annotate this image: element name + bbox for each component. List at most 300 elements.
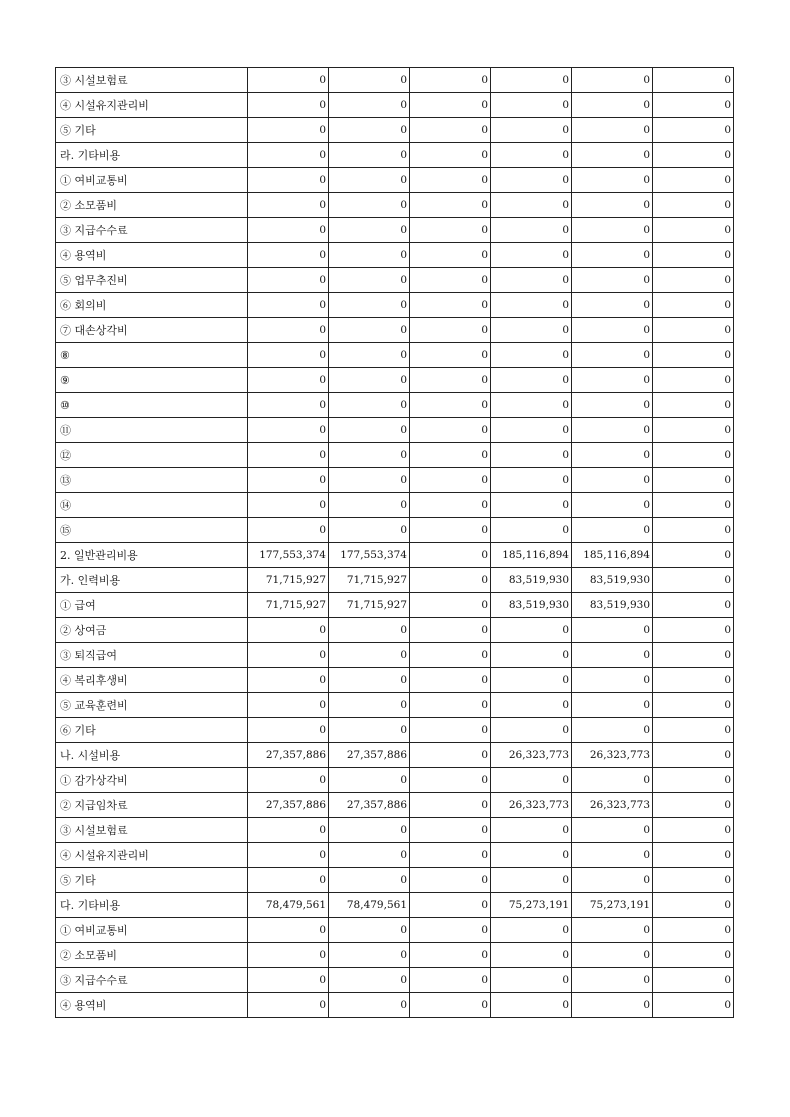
amount-cell: 71,715,927 (329, 568, 410, 593)
amount-cell: 0 (410, 118, 491, 143)
row-label: ④ 용역비 (56, 993, 248, 1018)
amount-cell: 75,273,191 (491, 893, 572, 918)
amount-cell: 0 (410, 518, 491, 543)
amount-cell: 0 (329, 68, 410, 93)
amount-cell: 0 (248, 493, 329, 518)
amount-cell: 0 (491, 218, 572, 243)
amount-cell: 27,357,886 (248, 743, 329, 768)
amount-cell: 0 (329, 618, 410, 643)
table-row (56, 568, 734, 593)
amount-cell: 71,715,927 (329, 593, 410, 618)
row-label: ⑫ (56, 443, 248, 468)
amount-cell: 0 (653, 693, 734, 718)
amount-cell: 0 (491, 193, 572, 218)
table-row (56, 268, 734, 293)
amount-cell: 0 (572, 768, 653, 793)
row-label: 2. 일반관리비용 (56, 543, 248, 568)
amount-cell: 0 (491, 718, 572, 743)
amount-cell: 0 (248, 268, 329, 293)
amount-cell: 0 (410, 943, 491, 968)
amount-cell: 0 (329, 993, 410, 1018)
table-row (56, 818, 734, 843)
amount-cell: 0 (410, 743, 491, 768)
amount-cell: 185,116,894 (491, 543, 572, 568)
table-row (56, 293, 734, 318)
table-row (56, 668, 734, 693)
amount-cell: 0 (410, 818, 491, 843)
amount-cell: 27,357,886 (329, 743, 410, 768)
amount-cell: 0 (410, 543, 491, 568)
row-label: ⑩ (56, 393, 248, 418)
amount-cell: 0 (572, 868, 653, 893)
expense-table (55, 67, 734, 1018)
amount-cell: 0 (410, 193, 491, 218)
amount-cell: 0 (329, 968, 410, 993)
table-row (56, 493, 734, 518)
table-row (56, 593, 734, 618)
amount-cell: 0 (329, 868, 410, 893)
row-label: ⑦ 대손상각비 (56, 318, 248, 343)
amount-cell: 0 (329, 443, 410, 468)
amount-cell: 0 (653, 468, 734, 493)
row-label: ④ 용역비 (56, 243, 248, 268)
amount-cell: 0 (653, 668, 734, 693)
amount-cell: 0 (329, 643, 410, 668)
amount-cell: 26,323,773 (572, 743, 653, 768)
amount-cell: 0 (410, 268, 491, 293)
amount-cell: 0 (572, 493, 653, 518)
row-label: ③ 퇴직급여 (56, 643, 248, 668)
amount-cell: 0 (329, 318, 410, 343)
amount-cell: 83,519,930 (572, 568, 653, 593)
row-label: ② 지급임차료 (56, 793, 248, 818)
table-row (56, 718, 734, 743)
amount-cell: 83,519,930 (491, 593, 572, 618)
amount-cell: 185,116,894 (572, 543, 653, 568)
amount-cell: 0 (248, 918, 329, 943)
amount-cell: 0 (572, 293, 653, 318)
amount-cell: 0 (653, 418, 734, 443)
amount-cell: 0 (329, 768, 410, 793)
table-row (56, 618, 734, 643)
amount-cell: 0 (410, 668, 491, 693)
row-label: 나. 시설비용 (56, 743, 248, 768)
row-label: ④ 복리후생비 (56, 668, 248, 693)
amount-cell: 0 (653, 218, 734, 243)
amount-cell: 0 (491, 468, 572, 493)
amount-cell: 0 (572, 443, 653, 468)
table-row (56, 318, 734, 343)
table-row (56, 118, 734, 143)
table-row (56, 943, 734, 968)
row-label: ② 소모품비 (56, 943, 248, 968)
row-label: ⑤ 기타 (56, 868, 248, 893)
amount-cell: 0 (410, 893, 491, 918)
amount-cell: 0 (329, 193, 410, 218)
amount-cell: 0 (653, 193, 734, 218)
amount-cell: 0 (329, 143, 410, 168)
amount-cell: 0 (491, 68, 572, 93)
amount-cell: 0 (248, 118, 329, 143)
amount-cell: 0 (491, 93, 572, 118)
amount-cell: 0 (248, 318, 329, 343)
row-label: ⑥ 기타 (56, 718, 248, 743)
table-row (56, 543, 734, 568)
amount-cell: 0 (491, 643, 572, 668)
amount-cell: 0 (329, 218, 410, 243)
amount-cell: 0 (572, 468, 653, 493)
table-row (56, 243, 734, 268)
amount-cell: 0 (491, 668, 572, 693)
row-label: ④ 시설유지관리비 (56, 843, 248, 868)
row-label: ③ 시설보험료 (56, 68, 248, 93)
table-row (56, 168, 734, 193)
amount-cell: 78,479,561 (248, 893, 329, 918)
amount-cell: 0 (410, 768, 491, 793)
amount-cell: 0 (572, 843, 653, 868)
amount-cell: 0 (329, 843, 410, 868)
amount-cell: 0 (410, 393, 491, 418)
amount-cell: 83,519,930 (491, 568, 572, 593)
amount-cell: 0 (248, 643, 329, 668)
amount-cell: 0 (329, 518, 410, 543)
amount-cell: 0 (410, 318, 491, 343)
amount-cell: 0 (248, 468, 329, 493)
amount-cell: 0 (653, 968, 734, 993)
row-label: ① 여비교통비 (56, 168, 248, 193)
amount-cell: 0 (410, 718, 491, 743)
table-row (56, 868, 734, 893)
amount-cell: 0 (653, 943, 734, 968)
amount-cell: 0 (572, 318, 653, 343)
amount-cell: 0 (329, 268, 410, 293)
amount-cell: 0 (491, 843, 572, 868)
table-row (56, 518, 734, 543)
table-row (56, 843, 734, 868)
amount-cell: 0 (653, 993, 734, 1018)
amount-cell: 27,357,886 (329, 793, 410, 818)
amount-cell: 71,715,927 (248, 593, 329, 618)
table-row (56, 143, 734, 168)
amount-cell: 26,323,773 (572, 793, 653, 818)
amount-cell: 0 (653, 318, 734, 343)
amount-cell: 0 (410, 843, 491, 868)
amount-cell: 0 (653, 618, 734, 643)
row-label: ③ 지급수수료 (56, 968, 248, 993)
table-row (56, 918, 734, 943)
amount-cell: 0 (572, 918, 653, 943)
amount-cell: 0 (572, 118, 653, 143)
amount-cell: 0 (491, 243, 572, 268)
amount-cell: 0 (248, 418, 329, 443)
table-row (56, 968, 734, 993)
amount-cell: 0 (248, 68, 329, 93)
amount-cell: 0 (653, 68, 734, 93)
amount-cell: 0 (329, 368, 410, 393)
amount-cell: 0 (572, 168, 653, 193)
amount-cell: 0 (572, 968, 653, 993)
amount-cell: 0 (572, 668, 653, 693)
amount-cell: 0 (329, 243, 410, 268)
row-label: ⑭ (56, 493, 248, 518)
amount-cell: 0 (410, 643, 491, 668)
amount-cell: 0 (653, 918, 734, 943)
table-row (56, 443, 734, 468)
amount-cell: 0 (410, 793, 491, 818)
amount-cell: 0 (653, 818, 734, 843)
amount-cell: 0 (491, 493, 572, 518)
row-label: ② 상여금 (56, 618, 248, 643)
amount-cell: 0 (653, 493, 734, 518)
amount-cell: 83,519,930 (572, 593, 653, 618)
amount-cell: 0 (248, 343, 329, 368)
amount-cell: 0 (329, 718, 410, 743)
amount-cell: 0 (410, 68, 491, 93)
amount-cell: 0 (653, 443, 734, 468)
row-label: ⑧ (56, 343, 248, 368)
amount-cell: 0 (653, 718, 734, 743)
amount-cell: 0 (410, 93, 491, 118)
amount-cell: 0 (653, 118, 734, 143)
amount-cell: 0 (410, 218, 491, 243)
row-label: ⑥ 회의비 (56, 293, 248, 318)
amount-cell: 0 (410, 168, 491, 193)
amount-cell: 0 (572, 68, 653, 93)
amount-cell: 0 (572, 993, 653, 1018)
amount-cell: 0 (410, 468, 491, 493)
amount-cell: 0 (572, 418, 653, 443)
amount-cell: 0 (329, 668, 410, 693)
row-label: ③ 지급수수료 (56, 218, 248, 243)
amount-cell: 0 (491, 918, 572, 943)
amount-cell: 0 (248, 818, 329, 843)
amount-cell: 0 (248, 443, 329, 468)
amount-cell: 0 (248, 693, 329, 718)
amount-cell: 0 (329, 343, 410, 368)
amount-cell: 0 (410, 568, 491, 593)
amount-cell: 0 (572, 818, 653, 843)
amount-cell: 0 (410, 868, 491, 893)
amount-cell: 0 (572, 518, 653, 543)
amount-cell: 0 (248, 668, 329, 693)
amount-cell: 0 (410, 143, 491, 168)
amount-cell: 0 (572, 268, 653, 293)
amount-cell: 0 (248, 868, 329, 893)
table-row (56, 743, 734, 768)
row-label: ① 급여 (56, 593, 248, 618)
amount-cell: 0 (410, 443, 491, 468)
amount-cell: 0 (410, 968, 491, 993)
row-label: ① 여비교통비 (56, 918, 248, 943)
table-row (56, 643, 734, 668)
row-label: 가. 인력비용 (56, 568, 248, 593)
amount-cell: 0 (653, 793, 734, 818)
amount-cell: 26,323,773 (491, 793, 572, 818)
amount-cell: 0 (329, 943, 410, 968)
amount-cell: 0 (572, 368, 653, 393)
amount-cell: 0 (572, 243, 653, 268)
amount-cell: 0 (653, 143, 734, 168)
amount-cell: 0 (653, 243, 734, 268)
table-row (56, 68, 734, 93)
amount-cell: 75,273,191 (572, 893, 653, 918)
amount-cell: 0 (491, 293, 572, 318)
amount-cell: 0 (572, 718, 653, 743)
amount-cell: 0 (491, 318, 572, 343)
row-label: ① 감가상각비 (56, 768, 248, 793)
amount-cell: 0 (491, 368, 572, 393)
amount-cell: 0 (653, 643, 734, 668)
amount-cell: 0 (248, 218, 329, 243)
table-row (56, 418, 734, 443)
table-row (56, 793, 734, 818)
amount-cell: 0 (491, 118, 572, 143)
amount-cell: 177,553,374 (329, 543, 410, 568)
amount-cell: 0 (653, 743, 734, 768)
table-row (56, 993, 734, 1018)
table-row (56, 343, 734, 368)
amount-cell: 0 (410, 293, 491, 318)
amount-cell: 0 (653, 518, 734, 543)
amount-cell: 0 (248, 968, 329, 993)
amount-cell: 0 (491, 343, 572, 368)
amount-cell: 0 (491, 618, 572, 643)
row-label: 라. 기타비용 (56, 143, 248, 168)
amount-cell: 0 (572, 393, 653, 418)
table-row (56, 193, 734, 218)
amount-cell: 0 (572, 643, 653, 668)
amount-cell: 0 (248, 168, 329, 193)
amount-cell: 0 (410, 368, 491, 393)
row-label: ⑤ 교육훈련비 (56, 693, 248, 718)
amount-cell: 0 (491, 768, 572, 793)
amount-cell: 0 (248, 393, 329, 418)
amount-cell: 0 (653, 393, 734, 418)
amount-cell: 0 (653, 768, 734, 793)
row-label: 다. 기타비용 (56, 893, 248, 918)
amount-cell: 0 (653, 843, 734, 868)
row-label: ⑪ (56, 418, 248, 443)
amount-cell: 0 (248, 518, 329, 543)
amount-cell: 0 (410, 593, 491, 618)
amount-cell: 0 (248, 243, 329, 268)
amount-cell: 0 (653, 93, 734, 118)
amount-cell: 0 (248, 768, 329, 793)
amount-cell: 0 (653, 268, 734, 293)
amount-cell: 0 (410, 493, 491, 518)
amount-cell: 0 (248, 93, 329, 118)
amount-cell: 0 (491, 693, 572, 718)
amount-cell: 0 (329, 393, 410, 418)
amount-cell: 0 (248, 618, 329, 643)
row-label: ④ 시설유지관리비 (56, 93, 248, 118)
row-label: ⑬ (56, 468, 248, 493)
amount-cell: 0 (653, 368, 734, 393)
table-row (56, 468, 734, 493)
amount-cell: 0 (491, 268, 572, 293)
table-row (56, 768, 734, 793)
amount-cell: 0 (572, 218, 653, 243)
row-label: ⑮ (56, 518, 248, 543)
table-row (56, 693, 734, 718)
amount-cell: 0 (491, 443, 572, 468)
table-row (56, 93, 734, 118)
amount-cell: 0 (572, 343, 653, 368)
amount-cell: 0 (653, 593, 734, 618)
row-label: ③ 시설보험료 (56, 818, 248, 843)
amount-cell: 0 (491, 143, 572, 168)
amount-cell: 0 (653, 868, 734, 893)
amount-cell: 0 (248, 193, 329, 218)
amount-cell: 0 (653, 293, 734, 318)
amount-cell: 0 (329, 693, 410, 718)
table-row (56, 218, 734, 243)
row-label: ⑤ 업무추진비 (56, 268, 248, 293)
row-label: ② 소모품비 (56, 193, 248, 218)
amount-cell: 0 (491, 818, 572, 843)
amount-cell: 0 (248, 943, 329, 968)
amount-cell: 0 (329, 168, 410, 193)
amount-cell: 0 (491, 868, 572, 893)
amount-cell: 27,357,886 (248, 793, 329, 818)
amount-cell: 0 (248, 718, 329, 743)
amount-cell: 0 (248, 993, 329, 1018)
amount-cell: 0 (248, 843, 329, 868)
amount-cell: 0 (329, 818, 410, 843)
amount-cell: 0 (491, 518, 572, 543)
amount-cell: 0 (410, 693, 491, 718)
amount-cell: 0 (491, 418, 572, 443)
amount-cell: 0 (410, 418, 491, 443)
amount-cell: 0 (572, 943, 653, 968)
amount-cell: 0 (410, 243, 491, 268)
amount-cell: 0 (572, 193, 653, 218)
row-label: ⑤ 기타 (56, 118, 248, 143)
amount-cell: 0 (491, 168, 572, 193)
amount-cell: 26,323,773 (491, 743, 572, 768)
amount-cell: 0 (653, 343, 734, 368)
amount-cell: 0 (491, 968, 572, 993)
amount-cell: 0 (248, 368, 329, 393)
amount-cell: 0 (653, 568, 734, 593)
amount-cell: 0 (491, 393, 572, 418)
amount-cell: 0 (329, 118, 410, 143)
amount-cell: 0 (653, 893, 734, 918)
amount-cell: 0 (329, 418, 410, 443)
amount-cell: 0 (653, 168, 734, 193)
amount-cell: 0 (329, 293, 410, 318)
amount-cell: 0 (248, 143, 329, 168)
amount-cell: 0 (410, 343, 491, 368)
amount-cell: 0 (410, 918, 491, 943)
amount-cell: 0 (491, 943, 572, 968)
amount-cell: 0 (572, 93, 653, 118)
amount-cell: 0 (329, 468, 410, 493)
table-row (56, 393, 734, 418)
table-row (56, 368, 734, 393)
amount-cell: 0 (572, 693, 653, 718)
amount-cell: 0 (329, 93, 410, 118)
amount-cell: 177,553,374 (248, 543, 329, 568)
amount-cell: 0 (410, 618, 491, 643)
amount-cell: 0 (572, 618, 653, 643)
amount-cell: 0 (572, 143, 653, 168)
amount-cell: 0 (248, 293, 329, 318)
amount-cell: 0 (491, 993, 572, 1018)
amount-cell: 71,715,927 (248, 568, 329, 593)
amount-cell: 0 (329, 493, 410, 518)
amount-cell: 0 (329, 918, 410, 943)
